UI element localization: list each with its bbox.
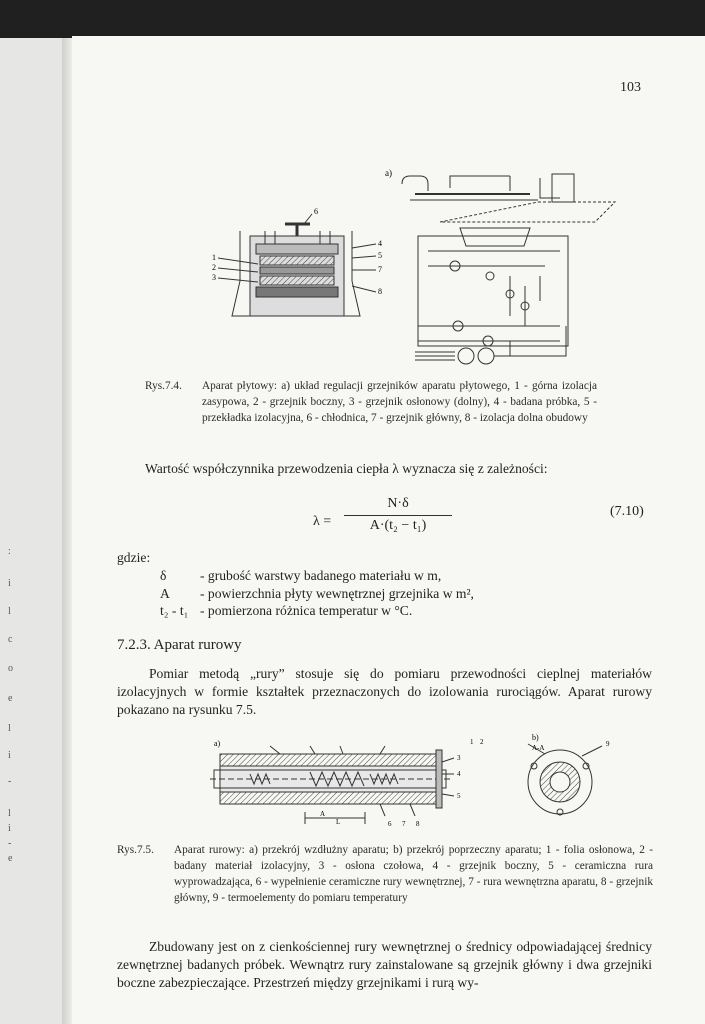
- fig74-number: 6: [314, 207, 318, 216]
- fig75-dimension: A: [320, 810, 326, 818]
- margin-fragment: -: [8, 776, 12, 787]
- definition-symbol: t₂ - t₁: [160, 603, 189, 618]
- fraction-bar: [344, 515, 452, 516]
- formula-denominator: A·(t₂ − t₁): [369, 518, 427, 533]
- margin-fragment: l: [8, 606, 11, 617]
- sample-layer: [260, 256, 334, 265]
- intro-sentence: Wartość współczynnika przewodzenia ciepła λ wyznacza się z zależności:: [145, 461, 548, 476]
- definition-text: - pomierzona różnica temperatur w °C.: [200, 603, 413, 618]
- caption-text: Aparat płytowy: a) układ regulacji grzejników aparatu płytowego, 1 - górna izolacja zasypowa, 2 - grzejnik boczny, 3 - grzejnik osłonowy (dolny), 4 - badana próbka, 5 - przekładka izolacyjna, 6 - chłodnica, 7 - grzejnik główny, 8 - izolacja dolna obudowy: [202, 380, 597, 424]
- definition-row: [160, 568, 441, 584]
- margin-fragment: l: [8, 723, 11, 734]
- fig74-label-a: a): [385, 168, 392, 178]
- cooler-layer: [256, 244, 338, 254]
- caption-label: Rys.7.4.: [145, 380, 182, 392]
- definition-row: [160, 603, 412, 619]
- fig74-number: 8: [378, 287, 382, 296]
- facing-page: [0, 38, 70, 1024]
- figure-7-5-caption: [117, 842, 653, 924]
- definition-text: - grubość warstwy badanego materiału w m,: [200, 568, 442, 583]
- fig75-number: 3: [457, 754, 461, 762]
- motor-symbol: [458, 348, 474, 364]
- margin-fragment: i: [8, 823, 11, 834]
- insulation-bottom: [220, 792, 440, 804]
- margin-fragment: i: [8, 750, 11, 761]
- definition-text: - powierzchnia płyty wewnętrznej grzejnika w m²,: [200, 586, 474, 601]
- margin-fragment: o: [8, 663, 13, 674]
- equation-number: (7.10): [610, 504, 644, 519]
- fig75-number: 4: [457, 770, 461, 778]
- margin-fragment: l: [8, 808, 11, 819]
- margin-fragment: c: [8, 634, 13, 645]
- insulation-top: [220, 754, 440, 766]
- where-label: gdzie:: [117, 550, 151, 565]
- definition-symbol: A: [160, 586, 170, 601]
- fig74-number: 4: [378, 239, 382, 248]
- fig75-section-label: A-A: [532, 744, 545, 752]
- figure-7-4: [210, 136, 630, 376]
- margin-fragment: -: [8, 838, 12, 849]
- fig75-number: 1: [470, 738, 474, 746]
- margin-fragment: i: [8, 578, 11, 589]
- fig75-number: 2: [480, 738, 484, 746]
- section-heading: 7.2.3. Aparat rurowy: [117, 637, 242, 653]
- lower-insulation: [256, 287, 338, 297]
- fig75-number: 7: [402, 820, 406, 828]
- formula-lhs: λ =: [313, 514, 332, 529]
- figure-7-5: [210, 732, 630, 836]
- caption-label: Rys.7.5.: [117, 844, 154, 856]
- definition-row: [160, 586, 474, 602]
- fig74-number: 7: [378, 265, 382, 274]
- paragraph-pipe-method: Pomiar metodą „rury” stosuje się do pomiaru przewodności cieplnej materiałów izolacyjnych w formie kształtek przeznaczonych do izolowania rurociągów. Aparat rurowy pokazano na rysunku 7.5.: [117, 666, 652, 717]
- margin-fragment: e: [8, 853, 13, 864]
- fig74-number: 1: [212, 253, 216, 262]
- scan-top-edge: [0, 0, 705, 38]
- generator-symbol: [478, 348, 494, 364]
- book-page: [72, 36, 705, 1024]
- formula-numerator: N·δ: [387, 496, 409, 511]
- fig75-number: 5: [457, 792, 461, 800]
- fig75-number: 9: [606, 740, 610, 748]
- page-number: 103: [620, 80, 641, 95]
- fig75-number: 6: [388, 820, 392, 828]
- fig75-label-b: b): [532, 733, 539, 742]
- fig75-number: 8: [416, 820, 420, 828]
- margin-fragment: e: [8, 693, 13, 704]
- figure-7-4-caption: [145, 378, 597, 444]
- fig74-number: 3: [212, 273, 216, 282]
- paragraph-construction: Zbudowany jest on z cienkościennej rury wewnętrznej o średnicy odpowiadającej średnicy zewnętrznej badanych próbek. Wewnątrz rury zainstalowane są grzejnik główny i dwa grzejniki boczne zabezpieczające. Przestrzeń między grzejnikami i rurą wy-: [117, 939, 652, 990]
- margin-fragment: :: [8, 546, 11, 557]
- fig74-number: 5: [378, 251, 382, 260]
- fig74-number: 2: [212, 263, 216, 272]
- fig75-dimension: L: [336, 818, 341, 826]
- definition-symbol: δ: [160, 568, 167, 583]
- caption-text: Aparat rurowy: a) przekrój wzdłużny aparatu; b) przekrój poprzeczny aparatu; 1 - folia osłonowa, 2 - badany materiał izolacyjny, 3 - osłona czołowa, 4 - grzejnik boczny, 5 - ceramiczna rura wyprowadzająca, 6 - wypełnienie ceramiczne rury wewnętrznej, 7 - rura wewnętrzna aparatu, 8 - grzejnik główny, 9 - termoelementy do pomiaru temperatury: [174, 844, 653, 904]
- fig75-label-a: a): [214, 739, 221, 748]
